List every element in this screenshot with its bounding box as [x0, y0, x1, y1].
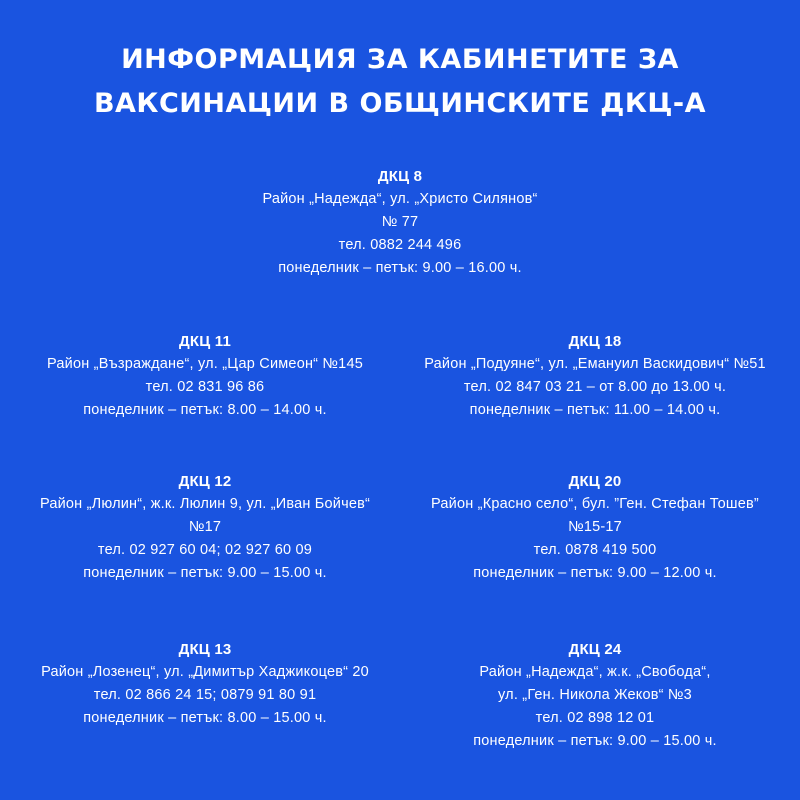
- page-title: [0, 38, 800, 126]
- clinic-hours: понеделник – петък: 9.00 – 15.00 ч.: [83, 565, 327, 581]
- clinic-phone: тел. 02 898 12 01: [535, 710, 655, 726]
- clinic-name: ДКЦ 12: [178, 473, 232, 490]
- clinic-hours: понеделник – петък: 9.00 – 16.00 ч.: [278, 260, 522, 276]
- clinic-dkc-13: [0, 638, 410, 730]
- clinic-address-number: №15-17: [568, 519, 622, 535]
- clinic-dkc-12: [0, 470, 410, 585]
- clinic-name: ДКЦ 18: [568, 333, 622, 350]
- clinic-hours: понеделник – петък: 9.00 – 12.00 ч.: [473, 565, 717, 581]
- clinic-phone: тел. 02 927 60 04; 02 927 60 09: [97, 542, 313, 558]
- clinic-hours: понеделник – петък: 11.00 – 14.00 ч.: [469, 402, 721, 418]
- clinic-address-number: №17: [188, 519, 222, 535]
- clinic-address: Район „Красно село“, бул. ”Ген. Стефан Тошев”: [431, 496, 759, 512]
- clinic-address: Район „Надежда“, ул. „Христо Силянов“: [262, 191, 538, 207]
- clinic-address: Район „Надежда“, ж.к. „Свобода“,: [479, 664, 711, 680]
- clinic-dkc-18: [390, 330, 800, 422]
- clinic-name: ДКЦ 11: [178, 333, 232, 350]
- clinic-name: ДКЦ 20: [568, 473, 622, 490]
- clinic-phone: тел. 02 847 03 21 – от 8.00 до 13.00 ч.: [463, 379, 727, 395]
- clinic-phone: тел. 0882 244 496: [338, 237, 462, 253]
- clinic-address: Район „Възраждане“, ул. „Цар Симеон“ №145: [47, 356, 363, 372]
- clinic-address: Район „Люлин“, ж.к. Люлин 9, ул. „Иван Бойчев“: [39, 496, 371, 512]
- clinic-phone: тел. 02 866 24 15; 0879 91 80 91: [93, 687, 317, 703]
- clinic-phone: тел. 02 831 96 86: [145, 379, 265, 395]
- page-title-line-2: ВАКСИНАЦИИ В ОБЩИНСКИТЕ ДКЦ-А: [93, 88, 707, 119]
- page-title-line-1: ИНФОРМАЦИЯ ЗА КАБИНЕТИТЕ ЗА: [121, 44, 679, 75]
- clinic-address: Район „Лозенец“, ул. „Димитър Хаджикоцев“ 20: [41, 664, 369, 680]
- clinic-address-street: ул. „Ген. Никола Жеков“ №3: [498, 687, 692, 703]
- clinic-phone: тел. 0878 419 500: [533, 542, 657, 558]
- clinic-dkc-20: [390, 470, 800, 585]
- clinic-hours: понеделник – петък: 8.00 – 15.00 ч.: [83, 710, 327, 726]
- clinic-name: ДКЦ 13: [178, 641, 232, 658]
- clinic-dkc-8: [200, 165, 600, 280]
- clinic-dkc-24: [390, 638, 800, 753]
- clinic-name: ДКЦ 24: [568, 641, 622, 658]
- clinic-hours: понеделник – петък: 9.00 – 15.00 ч.: [473, 733, 717, 749]
- clinic-address-number: № 77: [381, 214, 419, 230]
- clinic-name: ДКЦ 8: [377, 168, 423, 185]
- clinic-address: Район „Подуяне“, ул. „Емануил Васкидович“ №51: [424, 356, 766, 372]
- clinic-hours: понеделник – петък: 8.00 – 14.00 ч.: [83, 402, 327, 418]
- clinic-dkc-11: [0, 330, 410, 422]
